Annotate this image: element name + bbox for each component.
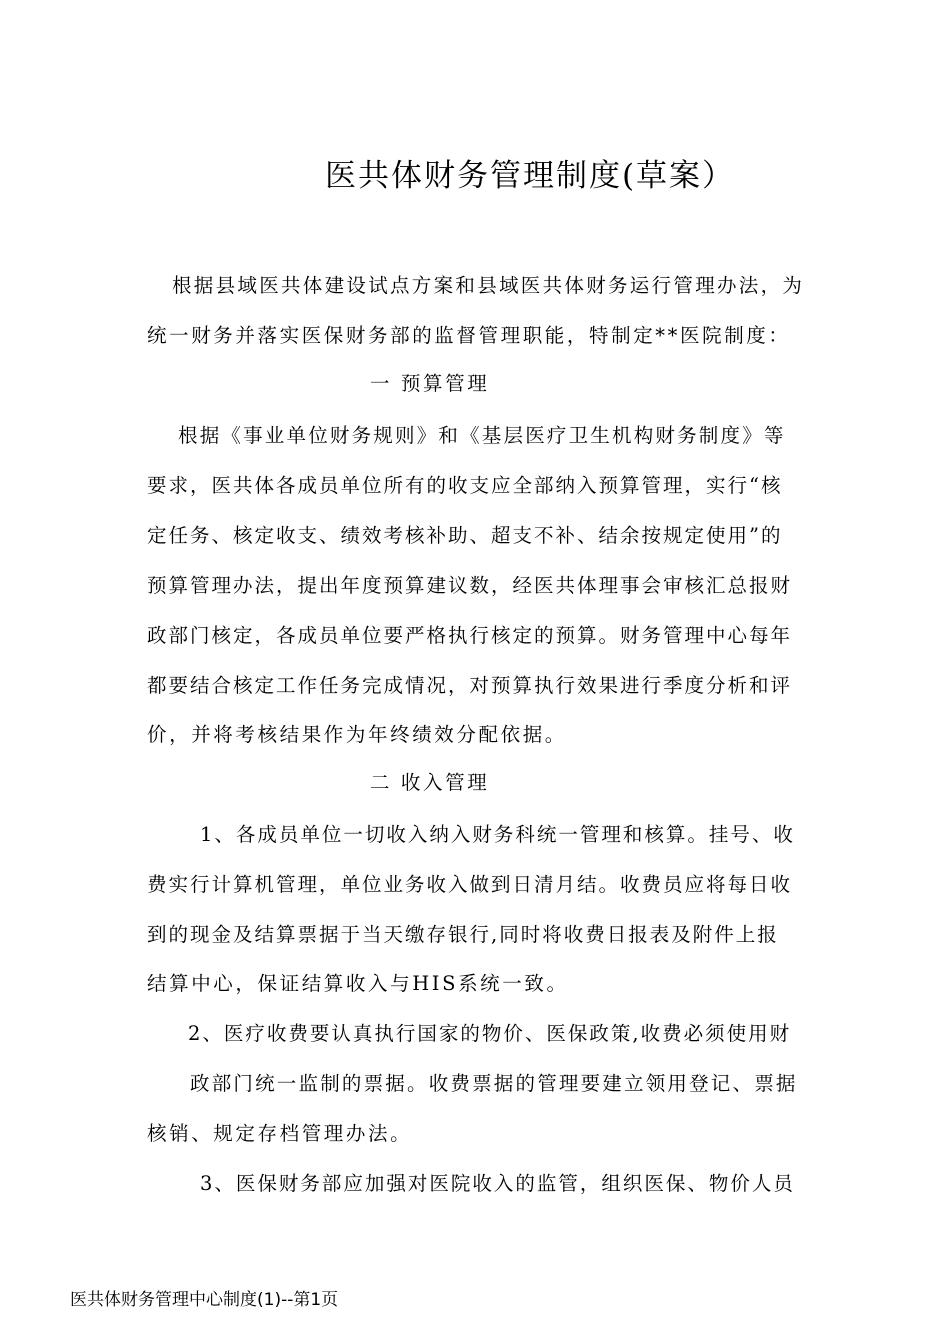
section1-line-5: 政部门核定，各成员单位要严格执行核定的预算。财务管理中心每年: [147, 624, 793, 647]
section2-line-7: 核销、规定存档管理办法。: [147, 1122, 413, 1145]
page-footer: 医共体财务管理中心制度(1)--第1页: [70, 1290, 339, 1310]
document-title: 医共体财务管理制度(草案）: [324, 158, 736, 194]
section2-line-4: 结算中心，保证结算收入与HIS系统一致。: [147, 972, 569, 995]
section-heading-budget: 一 预算管理: [370, 372, 490, 395]
section2-line-2: 费实行计算机管理，单位业务收入做到日清月结。收费员应将每日收: [147, 873, 793, 896]
section2-line-5: 2、医疗收费要认真执行国家的物价、医保政策,收费必须使用财: [188, 1022, 792, 1045]
section2-line-8: 3、医保财务部应加强对医院收入的监管，组织医保、物价人员: [200, 1172, 795, 1195]
intro-line-2: 统一财务并落实医保财务部的监督管理职能，特制定**医院制度：: [147, 324, 791, 347]
section1-line-7: 价，并将考核结果作为年终绩效分配依据。: [147, 723, 567, 746]
intro-line-1: 根据县域医共体建设试点方案和县域医共体财务运行管理办法，为: [172, 274, 805, 297]
section1-line-3: 定任务、核定收支、绩效考核补助、超支不补、结余按规定使用”的: [147, 524, 783, 547]
section1-line-2: 要求，医共体各成员单位所有的收支应全部纳入预算管理，实行“核: [147, 474, 783, 497]
section-heading-income: 二 收入管理: [370, 771, 490, 794]
section2-line-3: 到的现金及结算票据于当天缴存银行,同时将收费日报表及附件上报: [147, 923, 779, 946]
section1-line-4: 预算管理办法，提出年度预算建议数，经医共体理事会审核汇总报财: [147, 574, 793, 597]
section2-line-1: 1、各成员单位一切收入纳入财务科统一管理和核算。挂号、收: [200, 823, 795, 846]
section2-line-6: 政部门统一监制的票据。收费票据的管理要建立领用登记、票据: [190, 1072, 798, 1095]
section1-line-1: 根据《事业单位财务规则》和《基层医疗卫生机构财务制度》等: [178, 424, 786, 447]
section1-line-6: 都要结合核定工作任务完成情况，对预算执行效果进行季度分析和评: [147, 674, 793, 697]
